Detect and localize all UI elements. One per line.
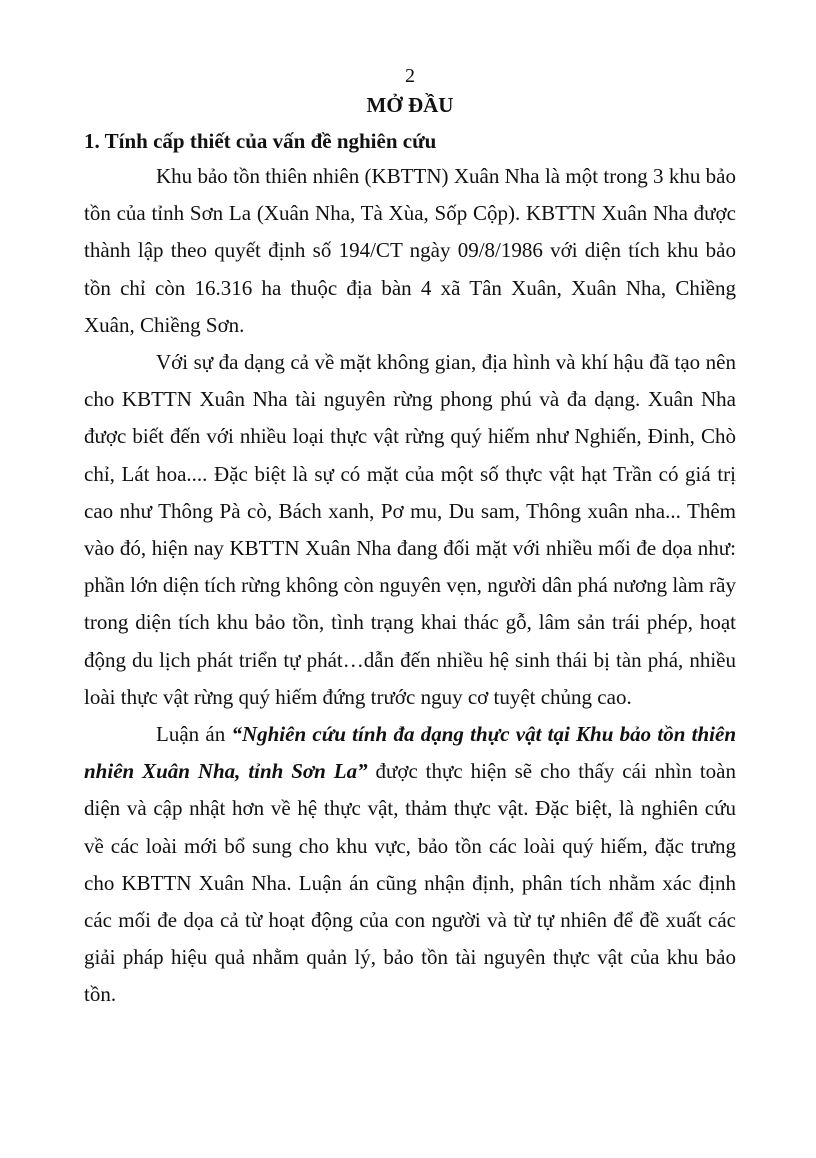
thesis-title-emphasis: “Nghiên cứu tính đa dạng thực vật tại Khu bảo tồn thiên nhiên Xuân Nha, tỉnh Sơn La”	[84, 722, 736, 784]
page-title: MỞ ĐẦU	[366, 93, 454, 117]
document-page	[84, 62, 736, 1014]
paragraph-3-lead: Luận án	[156, 722, 232, 747]
paragraph-3-rest: được thực hiện sẽ cho thấy cái nhìn toàn diện và cập nhật hơn về hệ thực vật, thảm thực vật. Đặc biệt, là nghiên cứu về các loài mới bổ sung cho khu vực, bảo tồn các loài quý hiếm, đặc trưng cho KBTTN Xuân Nha. Luận án cũng nhận định, phân tích nhằm xác định các mối đe dọa cả từ hoạt động của con người và từ tự nhiên để đề xuất các giải pháp hiệu quả nhằm quản lý, bảo tồn tài nguyên thực vật của khu bảo tồn.	[84, 759, 736, 1007]
section-heading: 1. Tính cấp thiết của vấn đề nghiên cứu	[84, 129, 437, 153]
paragraph-1: Khu bảo tồn thiên nhiên (KBTTN) Xuân Nha là một trong 3 khu bảo tồn của tỉnh Sơn La (Xuân Nha, Tà Xùa, Sốp Cộp). KBTTN Xuân Nha được thành lập theo quyết định số 194/CT ngày 09/8/1986 với diện tích khu bảo tồn chỉ còn 16.316 ha thuộc địa bàn 4 xã Tân Xuân, Xuân Nha, Chiềng Xuân, Chiềng Sơn.	[84, 164, 736, 337]
paragraph-3	[84, 716, 736, 1014]
paragraph-2: Với sự đa dạng cả về mặt không gian, địa hình và khí hậu đã tạo nên cho KBTTN Xuân Nha tài nguyên rừng phong phú và đa dạng. Xuân Nha được biết đến với nhiều loại thực vật rừng quý hiếm như Nghiến, Đinh, Chò chỉ, Lát hoa.... Đặc biệt là sự có mặt của một số thực vật hạt Trần có giá trị cao như Thông Pà cò, Bách xanh, Pơ mu, Du sam, Thông xuân nha... Thêm vào đó, hiện nay KBTTN Xuân Nha đang đối mặt với nhiều mối đe dọa như: phần lớn diện tích rừng không còn nguyên vẹn, người dân phá nương làm rãy trong diện tích khu bảo tồn, tình trạng khai thác gỗ, lâm sản trái phép, hoạt động du lịch phát triển tự phát…dẫn đến nhiều hệ sinh thái bị tàn phá, nhiều loài thực vật rừng quý hiếm đứng trước nguy cơ tuyệt chủng cao.	[84, 350, 736, 709]
page-number: 2	[405, 65, 415, 87]
